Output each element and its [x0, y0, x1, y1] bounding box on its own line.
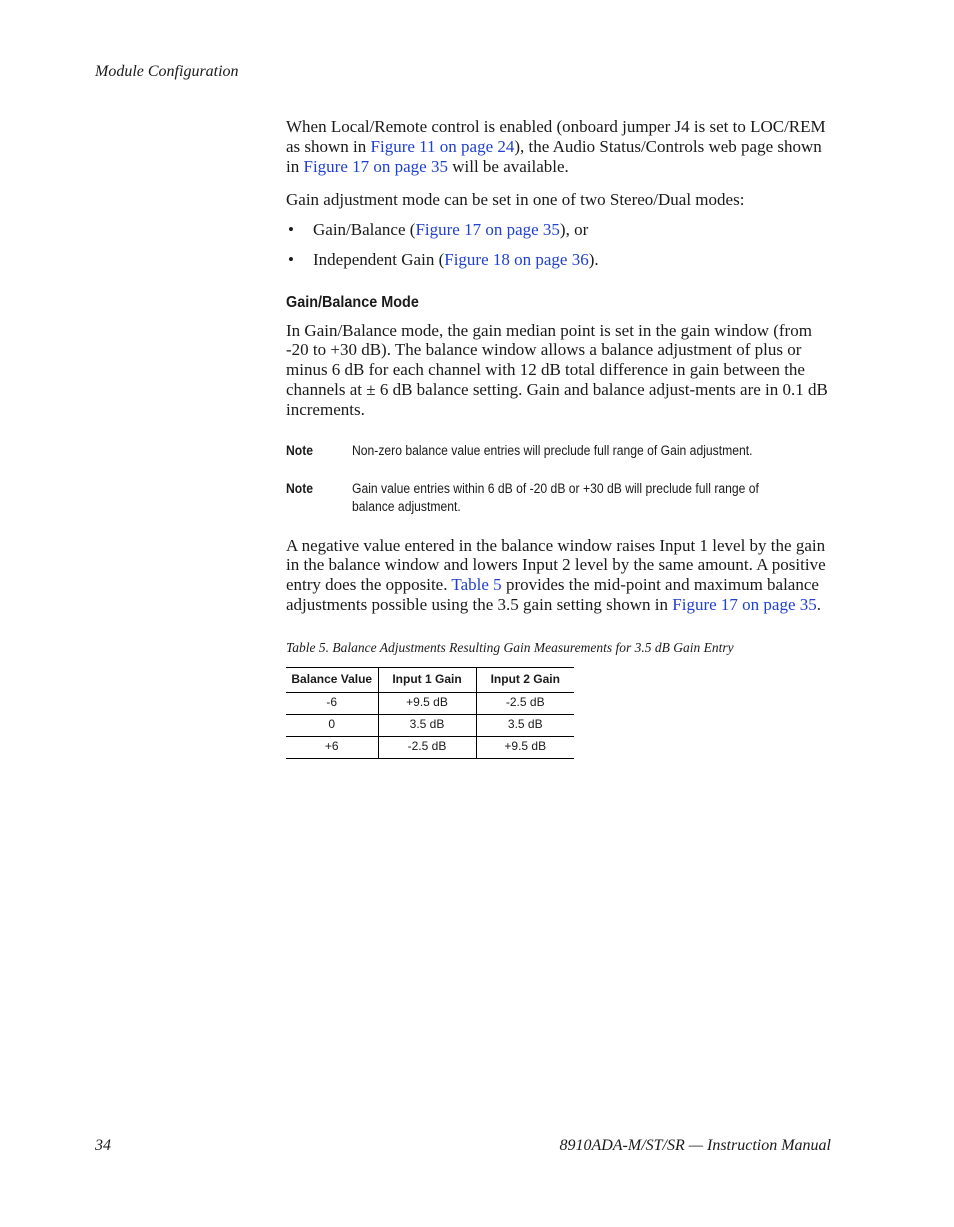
note-text: Non-zero balance value entries will preclude full range of Gain adjustment. — [352, 442, 753, 458]
main-content — [286, 117, 831, 759]
page-number: 34 — [95, 1137, 111, 1154]
bullet-icon: • — [288, 249, 294, 269]
list-item — [286, 220, 831, 240]
intro-text-2: ), the Audio Status/Controls web page shown in — [286, 136, 822, 176]
section-heading: Gain/Balance Mode — [286, 293, 419, 311]
list-item-text: Gain/Balance ( — [313, 220, 416, 240]
table-cell: -2.5 dB — [476, 692, 574, 714]
intro-paragraph — [286, 117, 831, 176]
note-label: Note — [286, 442, 313, 458]
table-cell: -6 — [286, 692, 378, 714]
table-cell: +9.5 dB — [476, 736, 574, 758]
gain-balance-paragraph: In Gain/Balance mode, the gain median point is set in the gain window (from -20 to +30 dB). The balance window allows a balance adjustment of plus or minus 6 dB for each channel with 12 dB total difference in gain between the channels at ± 6 dB balance setting. Gain and balance adjust-ments are in 0.1 dB increments. — [286, 320, 828, 419]
paragraph-text-3: . — [816, 594, 821, 614]
note-text — [352, 480, 775, 516]
figure-18-link[interactable]: Figure 18 on page 36 — [444, 249, 589, 269]
note-text-line: Gain value entries within 6 dB of -20 dB or +30 dB will preclude full range of — [352, 480, 759, 496]
balance-table — [286, 667, 574, 759]
figure-17-link[interactable]: Figure 17 on page 35 — [303, 156, 448, 176]
table-row — [286, 714, 574, 736]
list-item-text: ), or — [559, 220, 589, 240]
running-header: Module Configuration — [95, 63, 239, 80]
figure-17-link[interactable]: Figure 17 on page 35 — [672, 594, 817, 614]
column-header: Input 1 Gain — [378, 667, 476, 692]
figure-11-link[interactable]: Figure 11 on page 24 — [370, 136, 515, 156]
table-cell: +6 — [286, 736, 378, 758]
list-item — [286, 250, 831, 270]
note-block — [286, 442, 831, 460]
figure-17-link[interactable]: Figure 17 on page 35 — [415, 220, 560, 240]
table-cell: 0 — [286, 714, 378, 736]
manual-title: 8910ADA-M/ST/SR — Instruction Manual — [559, 1137, 831, 1154]
list-item-text: ). — [588, 249, 599, 269]
column-header: Input 2 Gain — [476, 667, 574, 692]
intro-text-1: When Local/Remote control is enabled (onboard jumper J4 is set to LOC/REM as shown in — [286, 117, 826, 156]
table-cell: 3.5 dB — [378, 714, 476, 736]
paragraph-text-2: provides the mid-point and maximum balance adjustments possible using the 3.5 gain setting shown in — [286, 575, 819, 614]
note-text-line: balance adjustment. — [352, 498, 461, 514]
column-header: Balance Value — [286, 667, 378, 692]
table-row — [286, 692, 574, 714]
balance-direction-paragraph — [286, 536, 831, 615]
table-caption: Table 5. Balance Adjustments Resulting Gain Measurements for 3.5 dB Gain Entry — [286, 639, 734, 655]
paragraph-text-1: A negative value entered in the balance window raises Input 1 level by the gain in the balance window and lowers Input 2 level by the same amount. A positive entry does the opposite. — [286, 535, 826, 595]
table-cell: -2.5 dB — [378, 736, 476, 758]
modes-intro-paragraph: Gain adjustment mode can be set in one of two Stereo/Dual modes: — [286, 190, 745, 210]
note-block — [286, 480, 831, 516]
table-row — [286, 736, 574, 758]
table-5-link[interactable]: Table 5 — [451, 575, 502, 595]
table-cell: 3.5 dB — [476, 714, 574, 736]
note-label: Note — [286, 480, 313, 496]
modes-list — [286, 220, 831, 270]
list-item-text: Independent Gain ( — [313, 249, 445, 269]
intro-text-3: will be available. — [447, 156, 569, 176]
bullet-icon: • — [288, 220, 294, 240]
table-cell: +9.5 dB — [378, 692, 476, 714]
table-header-row — [286, 667, 574, 692]
